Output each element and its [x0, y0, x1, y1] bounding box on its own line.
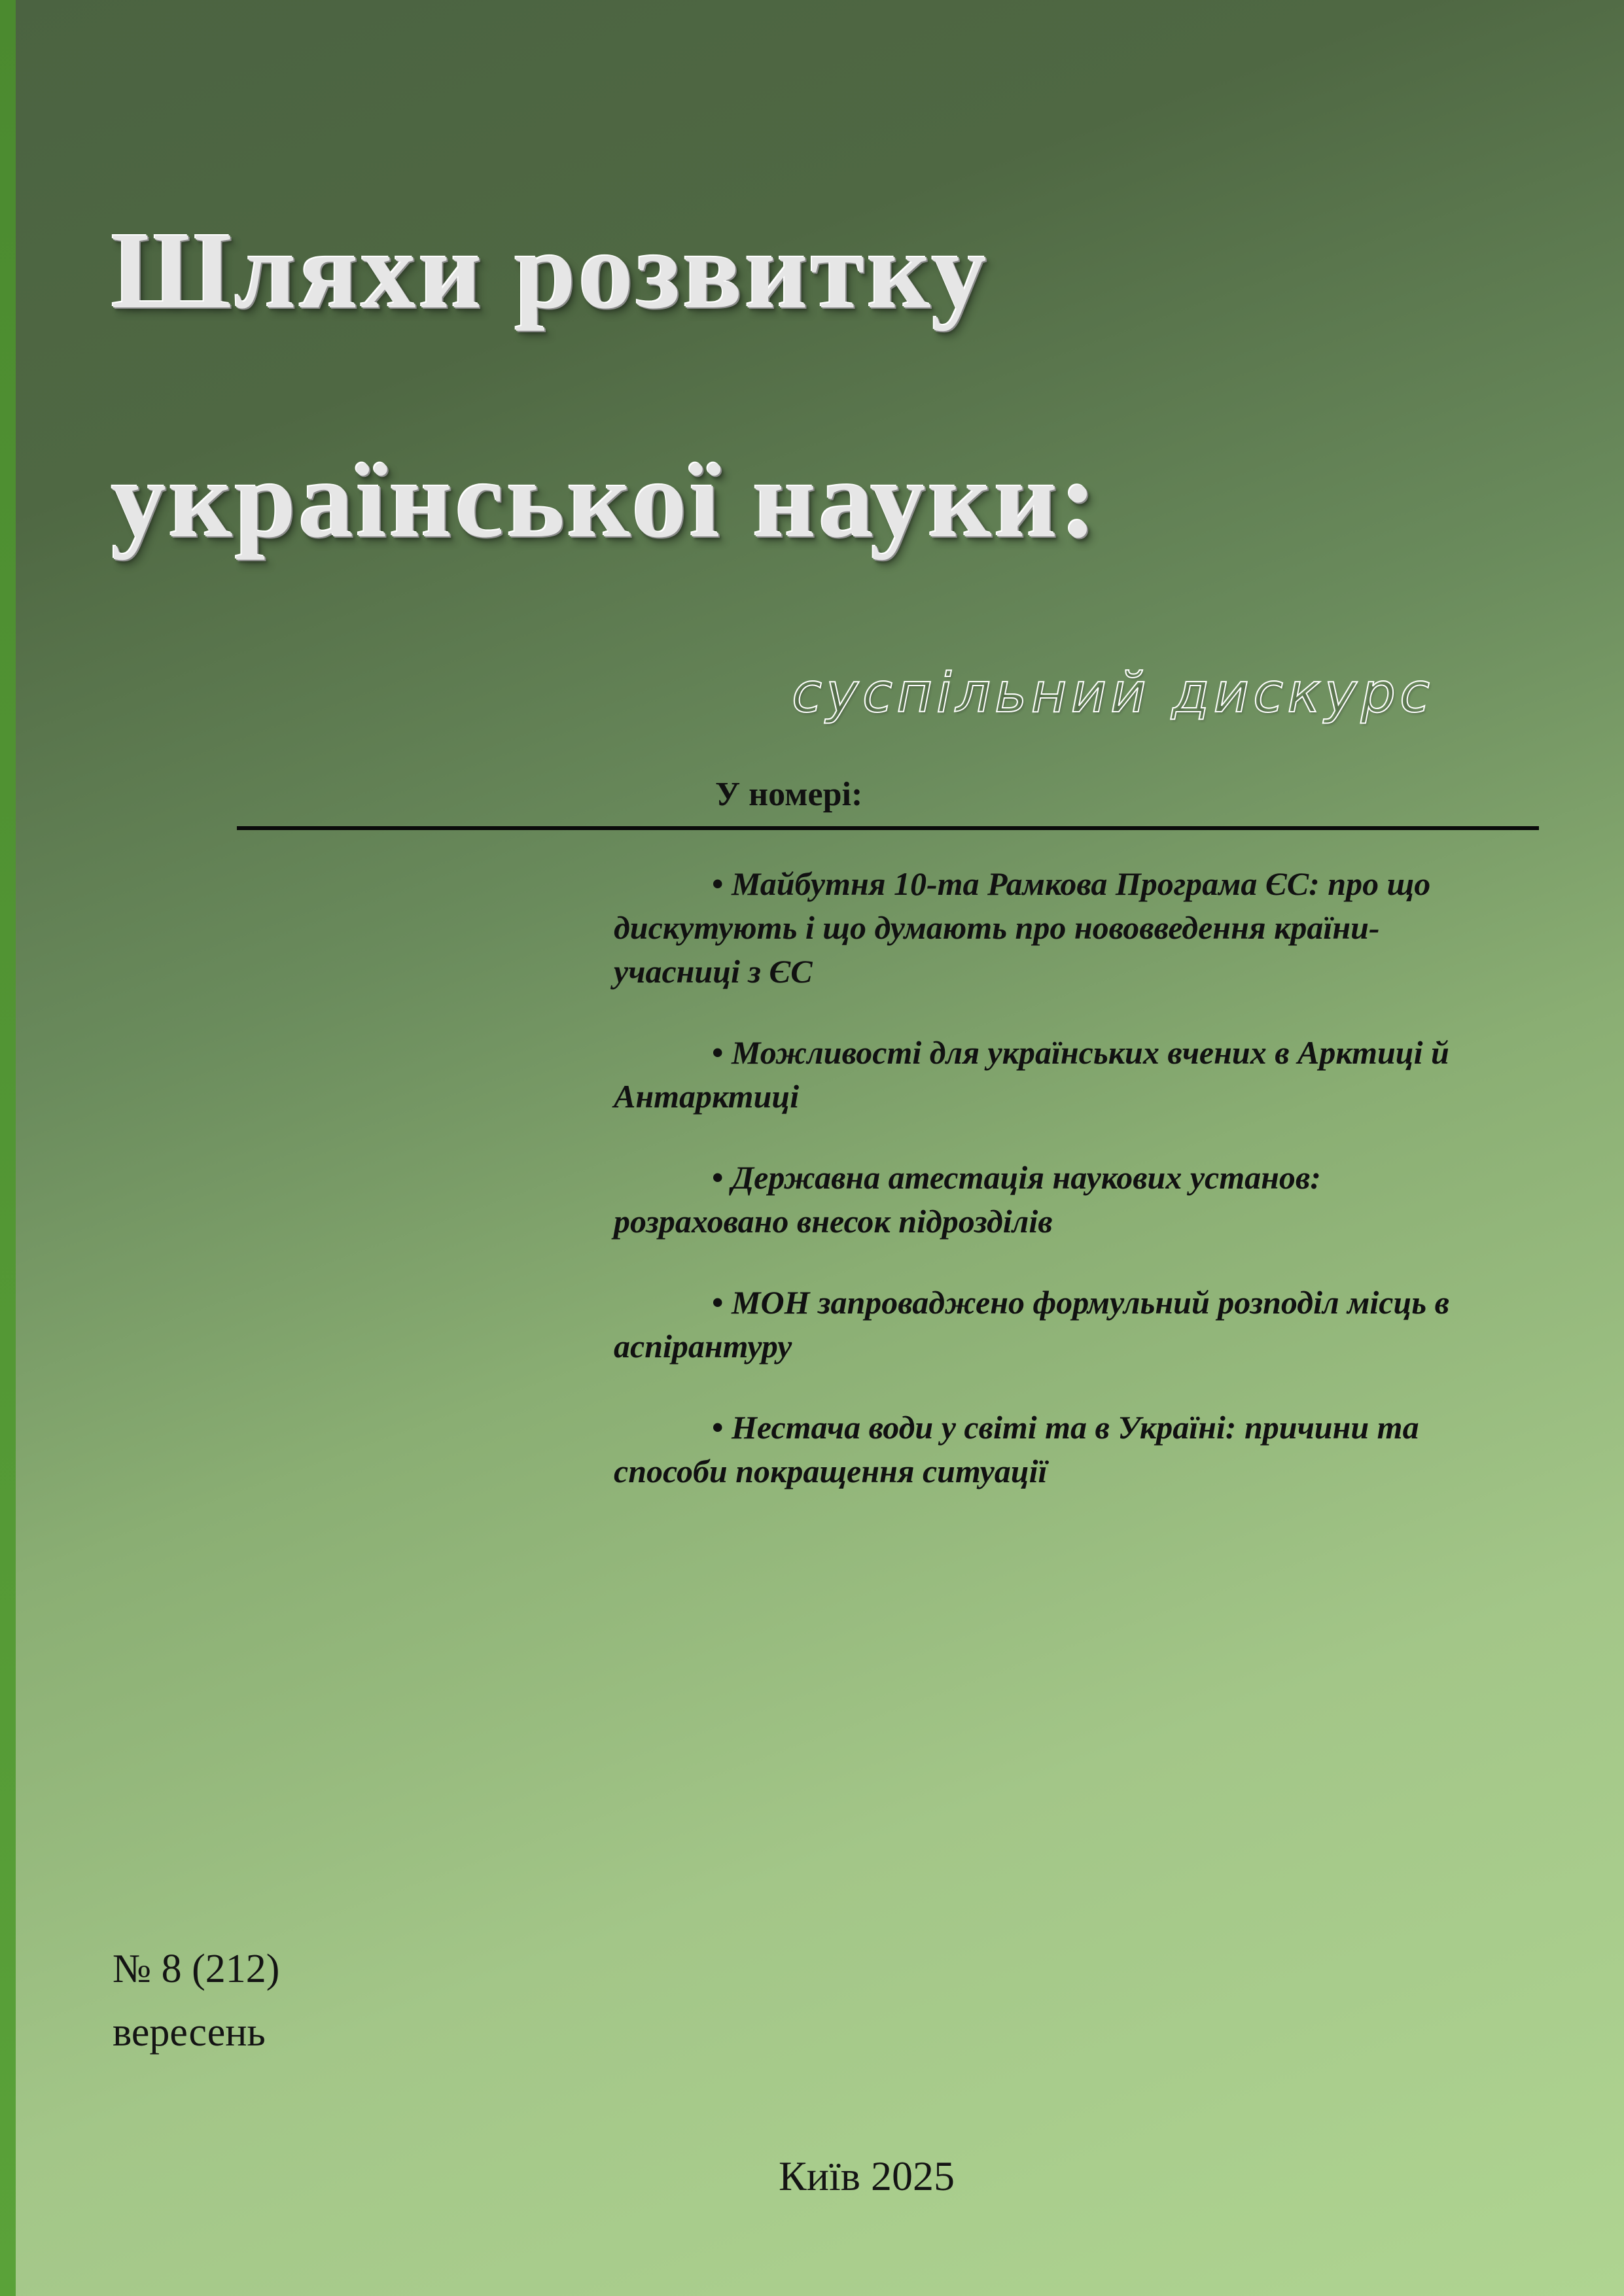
bullet-icon: •: [712, 1284, 724, 1321]
toc-item: [614, 1406, 1477, 1493]
toc-item-text: Нестача води у світі та в Україні: причини та способи покращення ситуації: [614, 1409, 1419, 1489]
toc-item-text: Майбутня 10-та Рамкова Програма ЄС: про що дискутують і що думають про нововведення країни-учасниці з ЄС: [614, 865, 1431, 990]
journal-title-line-2: української науки:: [111, 439, 1100, 561]
toc-item: [614, 1281, 1477, 1368]
toc-item-text: МОН запроваджено формульний розподіл місць в аспірантуру: [614, 1284, 1449, 1365]
toc-item-text: Державна атестація наукових установ: розраховано внесок підрозділів: [614, 1159, 1321, 1240]
journal-subtitle: суспільний дискурс: [792, 661, 1434, 725]
toc-item: [614, 1156, 1477, 1244]
toc-item-text: Можливості для українських вчених в Арктиці й Антарктиці: [614, 1034, 1449, 1115]
heading-divider: [237, 826, 1539, 830]
table-of-contents: [614, 862, 1477, 1531]
bullet-icon: •: [712, 1409, 724, 1446]
journal-title-line-1: Шляхи розвитку: [111, 210, 989, 332]
issue-number: № 8 (212): [113, 1947, 280, 1991]
left-edge-strip: [0, 0, 16, 2296]
issue-month: вересень: [113, 2010, 266, 2055]
place-and-year: Київ 2025: [779, 2153, 955, 2199]
bullet-icon: •: [712, 1034, 724, 1071]
bullet-icon: •: [712, 865, 724, 902]
toc-item: [614, 862, 1477, 994]
bullet-icon: •: [712, 1159, 724, 1196]
in-issue-heading: У номері:: [715, 776, 863, 813]
toc-item: [614, 1031, 1477, 1119]
